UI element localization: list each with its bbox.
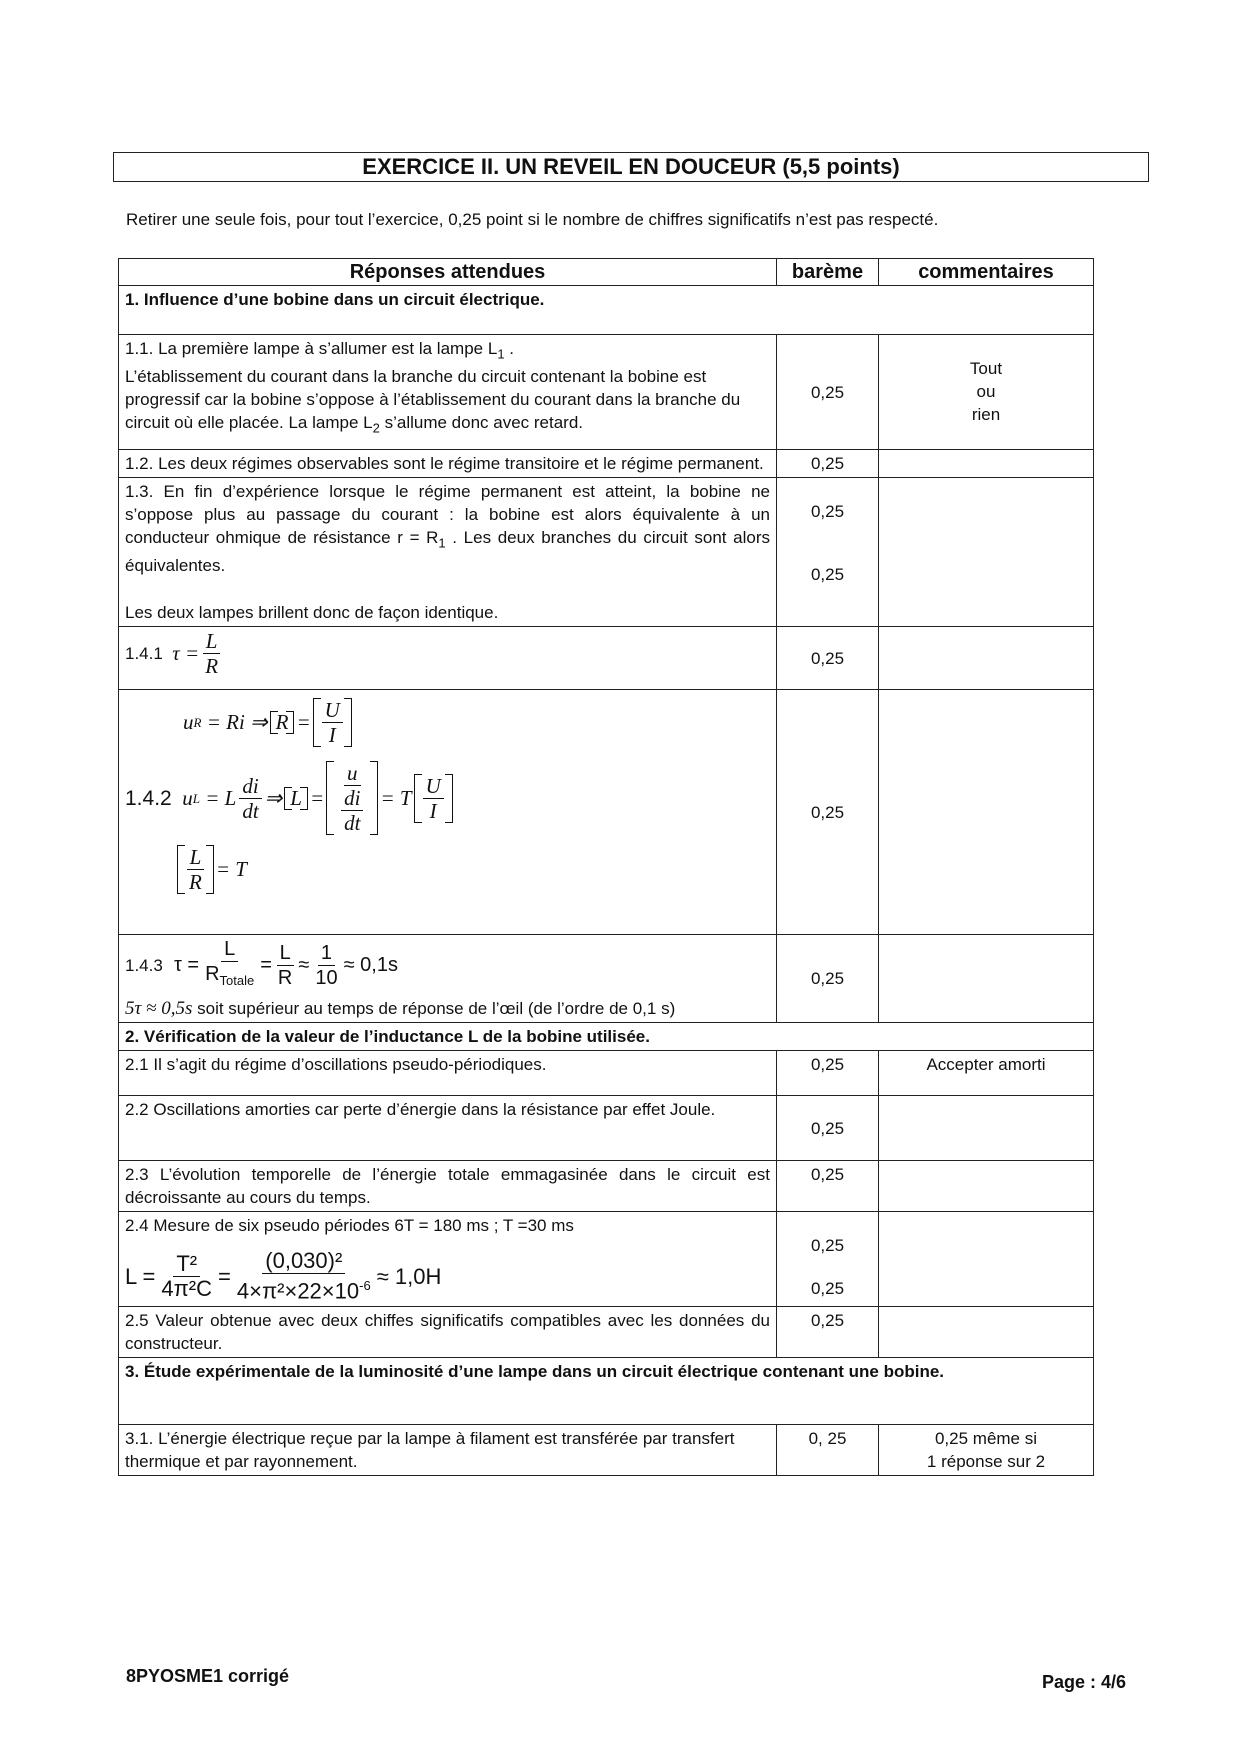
comment-2-5 <box>879 1306 1094 1357</box>
table-row <box>119 690 1094 935</box>
answer-1-2: 1.2. Les deux régimes observables sont le régime transitoire et le régime permanent. <box>119 450 777 478</box>
section-2-title: 2. Vérification de la valeur de l’inductance L de la bobine utilisée. <box>119 1023 1094 1051</box>
score-1-3: 0,25 0,25 <box>777 478 879 627</box>
document-code: 8PYOSME1 corrigé <box>126 1666 290 1686</box>
score-3-1: 0, 25 <box>777 1424 879 1475</box>
answer-2-4: 2.4 Mesure de six pseudo périodes 6T = 180 ms ; T =30 ms L = $\frac{\text{T²}}{\text{4π²C}}$ = $\frac{\text{(0,030)²}}{4\times\pi^2\times 22\times 10^{-6}}$ ≈ 1,0H <box>119 1212 777 1306</box>
score-1-4-2: 0,25 <box>777 690 879 935</box>
page-number: Page : 4/6 <box>1042 1672 1127 1692</box>
comment-3-1: 0,25 même si 1 réponse sur 2 <box>879 1424 1094 1475</box>
answer-1-4-3: 1.4.3 τ = $\frac{L}{R_{Totale}}$ = $\frac{L}{R}$ ≈ $\frac{1}{10}$ ≈ 0,1s 5τ ≈ 0,5s soit supérieur au temps de réponse de l’œil (de l’ordre de 0,1 s) <box>119 935 777 1023</box>
score-1-2: 0,25 <box>777 450 879 478</box>
section-1-title: 1. Influence d’une bobine dans un circuit électrique. <box>119 286 1094 335</box>
table-row <box>119 627 1094 690</box>
table-row <box>119 1051 1094 1096</box>
score-2-3: 0,25 <box>777 1161 879 1212</box>
table-row <box>119 1096 1094 1161</box>
comment-2-2 <box>879 1096 1094 1161</box>
section-2-row <box>119 1023 1094 1051</box>
score-1-4-3: 0,25 <box>777 935 879 1023</box>
comment-1-3 <box>879 478 1094 627</box>
comment-1-2 <box>879 450 1094 478</box>
comment-2-3 <box>879 1161 1094 1212</box>
answer-2-5: 2.5 Valeur obtenue avec deux chiffes significatifs compatibles avec les données du constructeur. <box>119 1306 777 1357</box>
table-row <box>119 1161 1094 1212</box>
section-3-row <box>119 1357 1094 1424</box>
section-1-row <box>119 286 1094 335</box>
answer-2-1: 2.1 Il s’agit du régime d’oscillations pseudo-périodiques. <box>119 1051 777 1096</box>
header-comments: commentaires <box>879 259 1094 286</box>
comment-1-4-2 <box>879 690 1094 935</box>
score-1-4-1: 0,25 <box>777 627 879 690</box>
table-row <box>119 1424 1094 1475</box>
intro-text: Retirer une seule fois, pour tout l’exercice, 0,25 point si le nombre de chiffres significatifs n’est pas respecté. <box>126 210 939 229</box>
table-header-row <box>119 259 1094 286</box>
table-row <box>119 335 1094 450</box>
comment-1-4-3 <box>879 935 1094 1023</box>
comment-2-4 <box>879 1212 1094 1306</box>
answer-1-4-2: u R = Ri ⇒ R = $\frac{U}{I}$ 1.4.2 u L = L $\frac{di}{dt}$ ⇒ L = $\frac{u}{\frac{di}{dt}}$ = T $\frac{U}{I}$ $\frac{L}{R}$ = T <box>119 690 777 935</box>
answer-1-4-1: 1.4.1 τ = $\frac{L}{R}$ <box>119 627 777 690</box>
table-row <box>119 1306 1094 1357</box>
exercise-title: EXERCICE II. UN REVEIL EN DOUCEUR (5,5 points) <box>113 152 1149 182</box>
table-row <box>119 478 1094 627</box>
score-2-2: 0,25 <box>777 1096 879 1161</box>
comment-2-1: Accepter amorti <box>879 1051 1094 1096</box>
header-bareme: barème <box>777 259 879 286</box>
score-2-4: 0,25 0,25 <box>777 1212 879 1306</box>
answer-2-2: 2.2 Oscillations amorties car perte d’énergie dans la résistance par effet Joule. <box>119 1096 777 1161</box>
table-row <box>119 450 1094 478</box>
answer-table <box>118 258 1094 1476</box>
score-1-1: 0,25 <box>777 335 879 450</box>
score-2-1: 0,25 <box>777 1051 879 1096</box>
table-row <box>119 1212 1094 1306</box>
score-2-5: 0,25 <box>777 1306 879 1357</box>
comment-1-4-1 <box>879 627 1094 690</box>
comment-1-1: Tout ou rien <box>879 335 1094 450</box>
answer-3-1: 3.1. L’énergie électrique reçue par la lampe à filament est transférée par transfert thermique et par rayonnement. <box>119 1424 777 1475</box>
answer-1-1: 1.1. La première lampe à s’allumer est la lampe $L_1$ . L’établissement du courant dans la branche du circuit contenant la bobine est progressif car la bobine s’oppose à l’établissement du courant dans la branche du circuit où elle placée. La lampe $L_2$ s’allume donc avec retard. <box>119 335 777 450</box>
section-3-title: 3. Étude expérimentale de la luminosité d’une lampe dans un circuit électrique contenant une bobine. <box>119 1357 1094 1424</box>
table-row <box>119 935 1094 1023</box>
answer-1-3: 1.3. En fin d’expérience lorsque le régime permanent est atteint, la bobine ne s’oppose plus au passage du courant : la bobine est alors équivalente à un conducteur ohmique de résistance $r = R_1$ . Les deux branches du circuit sont alors équivalentes. Les deux lampes brillent donc de façon identique. <box>119 478 777 627</box>
answer-2-3: 2.3 L’évolution temporelle de l’énergie totale emmagasinée dans le circuit est décroissante au cours du temps. <box>119 1161 777 1212</box>
header-responses: Réponses attendues <box>119 259 777 286</box>
